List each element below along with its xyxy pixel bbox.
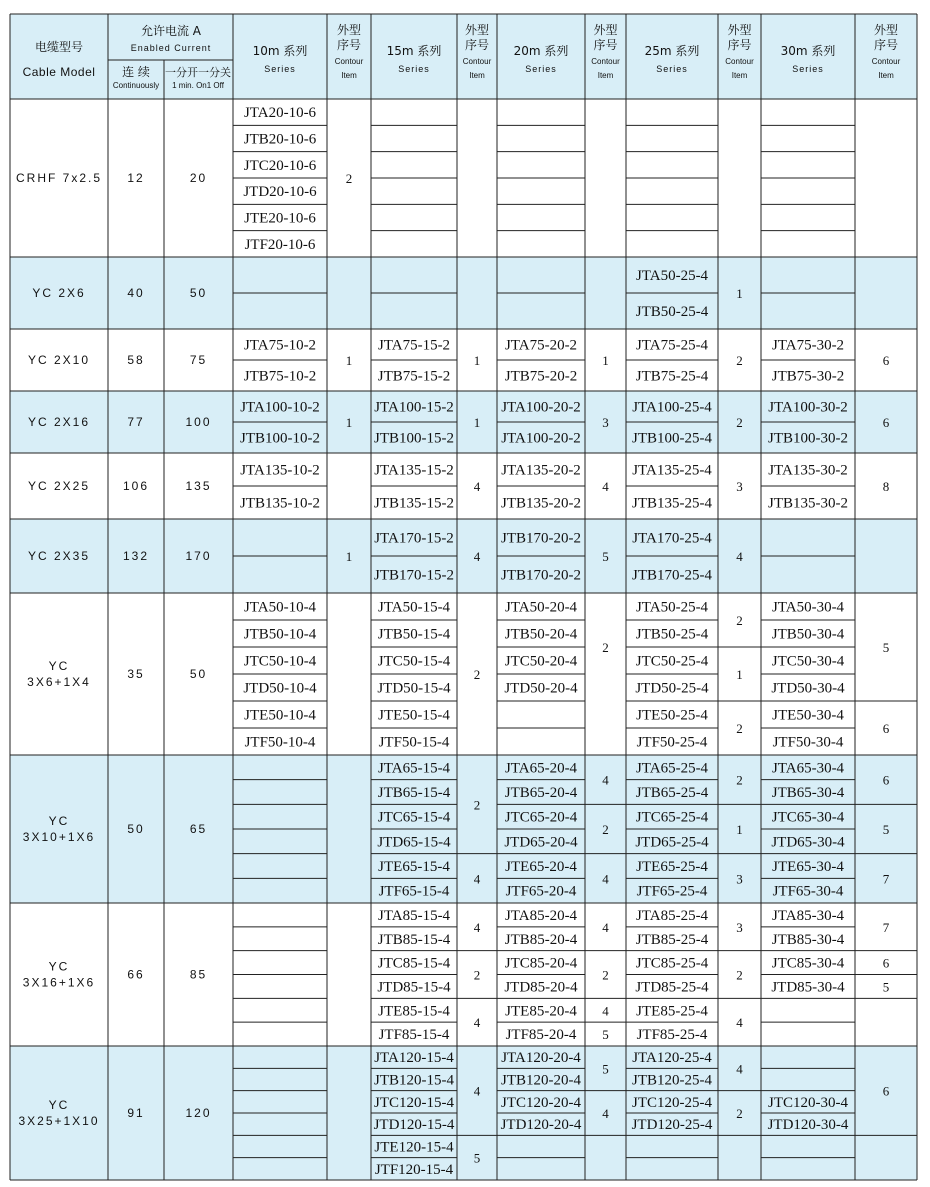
- part-number-cell: JTF50-15-4: [378, 734, 450, 751]
- part-number-cell: JTB170-15-2: [374, 567, 454, 584]
- part-number-cell: JTD120-30-4: [767, 1117, 849, 1134]
- part-number-cell: JTA65-30-4: [771, 760, 845, 777]
- item-title-en2-3: Item: [731, 71, 748, 80]
- part-number-cell: JTD65-25-4: [635, 834, 709, 851]
- part-number-cell: JTD85-20-4: [504, 979, 578, 996]
- part-number-cell: JTB135-15-2: [374, 495, 454, 512]
- part-number-cell: JTE50-10-4: [244, 707, 316, 724]
- part-number-cell: JTE85-25-4: [636, 1003, 708, 1020]
- part-number-cell: JTD65-20-4: [504, 834, 578, 851]
- item-title-en2-4: Item: [878, 71, 894, 80]
- header-continuous-cn: 连 续: [122, 65, 150, 79]
- series-title-en-0: Series: [264, 64, 296, 74]
- header-onoff-cn: 一分开一分关: [165, 66, 231, 79]
- contour-item-cell: 2: [736, 353, 743, 368]
- contour-item-cell: 5: [882, 822, 890, 837]
- contour-item-cell: 4: [602, 479, 609, 494]
- contour-item-cell: 6: [882, 1083, 890, 1099]
- part-number-cell: JTB170-20-2: [501, 567, 581, 584]
- item-title-cn2-0: 序号: [336, 38, 362, 52]
- contour-item-cell: 5: [882, 979, 890, 995]
- cable-model: YC 2X35: [27, 549, 91, 563]
- part-number-cell: JTD50-20-4: [504, 680, 578, 697]
- header-model-cn: 电缆型号: [34, 40, 84, 54]
- part-number-cell: JTA170-25-4: [632, 530, 712, 547]
- part-number-cell: JTA135-20-2: [501, 462, 581, 479]
- contour-item-cell: 4: [602, 871, 609, 887]
- contour-item-cell: 5: [473, 1150, 481, 1166]
- contour-item-cell: 7: [882, 871, 890, 887]
- part-number-cell: JTB100-25-4: [632, 430, 712, 447]
- contour-item-cell: 1: [345, 415, 353, 430]
- part-number-cell: JTA50-15-4: [377, 599, 451, 616]
- table-row: [28, 338, 890, 385]
- part-number-cell: JTA75-25-4: [635, 337, 709, 354]
- contour-item-cell: 2: [473, 967, 481, 983]
- part-number-cell: JTB100-15-2: [374, 430, 454, 447]
- part-number-cell: JTB50-30-4: [771, 626, 845, 643]
- cable-model: YC 2X10: [27, 353, 91, 367]
- part-number-cell: JTC50-10-4: [243, 653, 317, 670]
- intermittent-current: 120: [185, 1106, 212, 1120]
- item-title-cn2-1: 序号: [464, 38, 490, 52]
- header-current-en: Enabled Current: [130, 43, 212, 53]
- part-number-cell: JTB65-30-4: [771, 785, 845, 801]
- continuous-current: 35: [127, 667, 145, 681]
- contour-item-cell: 1: [345, 353, 353, 368]
- contour-item-cell: 2: [602, 822, 609, 837]
- table-row: [23, 908, 890, 1043]
- contour-item-cell: 2: [736, 967, 743, 983]
- item-title-en1-0: Contour: [334, 57, 364, 66]
- part-number-cell: JTE50-30-4: [772, 707, 844, 724]
- part-number-cell: JTA50-30-4: [771, 599, 845, 616]
- part-number-cell: JTA50-25-4: [635, 599, 709, 616]
- contour-item-cell: 2: [473, 667, 481, 682]
- part-number-cell: JTE50-15-4: [378, 707, 450, 724]
- part-number-cell: JTA50-10-4: [243, 599, 317, 616]
- series-title-3: 25m 系列: [644, 44, 700, 58]
- part-number-cell: JTF65-30-4: [772, 883, 844, 900]
- part-number-cell: JTB135-25-4: [632, 495, 712, 512]
- part-number-cell: JTB170-25-4: [632, 567, 712, 584]
- part-number-cell: JTB65-20-4: [504, 785, 578, 801]
- part-number-cell: JTB85-15-4: [377, 931, 451, 948]
- item-title-cn1-2: 外型: [593, 23, 618, 37]
- part-number-cell: JTC85-20-4: [504, 955, 578, 972]
- part-number-cell: JTF50-25-4: [636, 734, 708, 751]
- contour-item-cell: 2: [602, 640, 609, 655]
- part-number-cell: JTA100-20-2: [501, 399, 581, 416]
- contour-item-cell: 4: [473, 549, 481, 564]
- part-number-cell: JTB120-20-4: [501, 1072, 581, 1089]
- part-number-cell: JTB85-30-4: [771, 931, 845, 948]
- part-number-cell: JTB50-15-4: [377, 626, 451, 643]
- contour-item-cell: 3: [602, 415, 609, 430]
- continuous-current: 40: [127, 286, 145, 300]
- part-number-cell: JTA120-15-4: [374, 1050, 454, 1067]
- contour-item-cell: 7: [882, 919, 890, 935]
- part-number-cell: JTE65-15-4: [378, 859, 450, 875]
- cable-model: YC 2X6: [32, 286, 86, 300]
- contour-item-cell: 4: [602, 919, 609, 935]
- part-number-cell: JTA20-10-6: [243, 105, 317, 122]
- part-number-cell: JTA135-10-2: [240, 462, 320, 479]
- part-number-cell: JTC50-20-4: [504, 653, 578, 670]
- item-title-en2-0: Item: [341, 71, 357, 80]
- part-number-cell: JTB170-20-2: [501, 530, 581, 547]
- table-header: [10, 14, 917, 99]
- series-title-en-3: Series: [656, 64, 688, 74]
- part-number-cell: JTC20-10-6: [243, 157, 317, 174]
- contour-item-cell: 4: [602, 1106, 609, 1121]
- header-model-en: Cable Model: [22, 65, 96, 79]
- part-number-cell: JTF20-10-6: [244, 236, 316, 253]
- part-number-cell: JTB50-25-4: [635, 626, 709, 643]
- item-title-cn1-1: 外型: [464, 23, 490, 37]
- header-current-cn: 允许电流 A: [140, 24, 202, 38]
- part-number-cell: JTA85-25-4: [635, 907, 709, 924]
- part-number-cell: JTC120-15-4: [374, 1094, 454, 1111]
- part-number-cell: JTB120-15-4: [374, 1072, 454, 1089]
- part-number-cell: JTD50-30-4: [771, 680, 845, 697]
- intermittent-current: 85: [189, 967, 208, 982]
- part-number-cell: JTA100-30-2: [768, 399, 848, 416]
- part-number-cell: JTB135-20-2: [501, 495, 581, 512]
- part-number-cell: JTB75-15-2: [377, 368, 451, 385]
- item-title-cn1-4: 外型: [873, 23, 899, 37]
- contour-item-cell: 6: [882, 721, 890, 736]
- part-number-cell: JTD85-30-4: [771, 979, 845, 996]
- cable-model: YC 2X16: [27, 415, 91, 429]
- part-number-cell: JTA120-25-4: [632, 1050, 712, 1067]
- contour-item-cell: 4: [736, 1015, 743, 1031]
- cable-model: CRHF 7x2.5: [15, 171, 103, 185]
- continuous-current: 106: [122, 479, 150, 493]
- contour-item-cell: 6: [882, 955, 890, 971]
- item-title-cn2-2: 序号: [593, 38, 618, 52]
- header-onoff-en: 1 min. On1 Off: [172, 81, 224, 90]
- contour-item-cell: 6: [882, 415, 890, 430]
- contour-item-cell: 1: [736, 822, 743, 837]
- part-number-cell: JTC50-25-4: [635, 653, 709, 670]
- part-number-cell: JTC120-25-4: [632, 1094, 712, 1111]
- contour-item-cell: 2: [736, 415, 743, 430]
- part-number-cell: JTF85-15-4: [378, 1027, 450, 1044]
- cable-model: YC: [48, 959, 70, 974]
- part-number-cell: JTE65-20-4: [505, 859, 577, 875]
- contour-item-cell: 6: [882, 772, 890, 788]
- part-number-cell: JTC120-20-4: [501, 1094, 581, 1111]
- continuous-current: 12: [127, 171, 145, 185]
- part-number-cell: JTB120-25-4: [632, 1072, 712, 1089]
- continuous-current: 50: [127, 822, 145, 836]
- part-number-cell: JTC85-25-4: [635, 955, 709, 972]
- series-title-2: 20m 系列: [513, 44, 569, 58]
- series-title-1: 15m 系列: [386, 44, 442, 58]
- part-number-cell: JTD65-15-4: [377, 834, 451, 851]
- intermittent-current: 135: [185, 479, 212, 493]
- part-number-cell: JTA120-20-4: [501, 1050, 581, 1067]
- continuous-current: 66: [127, 967, 145, 982]
- contour-item-cell: 4: [473, 919, 481, 935]
- part-number-cell: JTD50-10-4: [243, 680, 317, 697]
- part-number-cell: JTE50-25-4: [636, 707, 708, 724]
- part-number-cell: JTA75-20-2: [504, 337, 578, 354]
- contour-item-cell: 4: [473, 1015, 481, 1031]
- part-number-cell: JTC50-15-4: [377, 653, 451, 670]
- part-number-cell: JTA75-30-2: [771, 337, 845, 354]
- item-title-en2-1: Item: [469, 71, 485, 80]
- contour-item-cell: 1: [602, 353, 609, 368]
- item-title-cn2-3: 序号: [727, 38, 752, 52]
- contour-item-cell: 3: [736, 871, 743, 887]
- table-row: [27, 600, 890, 751]
- part-number-cell: JTF65-15-4: [378, 883, 450, 900]
- part-number-cell: JTC85-30-4: [771, 955, 845, 972]
- part-number-cell: JTE120-15-4: [374, 1139, 454, 1156]
- contour-item-cell: 3: [736, 919, 743, 935]
- part-number-cell: JTD85-15-4: [377, 979, 451, 996]
- contour-item-cell: 8: [882, 479, 890, 494]
- part-number-cell: JTA85-15-4: [377, 907, 451, 924]
- cable-model-spec: 3X16+1X6: [22, 975, 96, 990]
- item-title-cn1-0: 外型: [336, 23, 362, 37]
- part-number-cell: JTB50-10-4: [243, 626, 317, 643]
- series-title-en-4: Series: [792, 64, 824, 74]
- part-number-cell: JTB85-20-4: [504, 931, 578, 948]
- contour-item-cell: 2: [473, 797, 481, 813]
- item-title-cn1-3: 外型: [727, 23, 752, 37]
- intermittent-current: 75: [189, 353, 208, 367]
- part-number-cell: JTA135-30-2: [768, 462, 848, 479]
- part-number-cell: JTB50-20-4: [504, 626, 578, 643]
- contour-item-cell: 2: [602, 967, 609, 983]
- series-title-4: 30m 系列: [780, 44, 836, 58]
- table-grid: [10, 14, 917, 1180]
- contour-item-cell: 4: [602, 1003, 609, 1019]
- intermittent-current: 100: [185, 415, 212, 429]
- continuous-current: 91: [127, 1106, 145, 1120]
- part-number-cell: JTB50-25-4: [635, 304, 709, 320]
- part-number-cell: JTA135-25-4: [632, 462, 712, 479]
- part-number-cell: JTC65-25-4: [635, 809, 709, 826]
- series-title-0: 10m 系列: [252, 44, 308, 58]
- contour-item-cell: 3: [736, 479, 743, 494]
- contour-item-cell: 1: [473, 353, 481, 368]
- part-number-cell: JTA65-15-4: [377, 760, 451, 777]
- part-number-cell: JTA75-15-2: [377, 337, 451, 354]
- part-number-cell: JTA100-10-2: [240, 399, 320, 416]
- part-number-cell: JTF50-10-4: [244, 734, 316, 751]
- part-number-cell: JTB75-10-2: [243, 368, 317, 385]
- continuous-current: 58: [127, 353, 145, 367]
- part-number-cell: JTC65-30-4: [771, 809, 845, 826]
- intermittent-current: 50: [189, 286, 208, 300]
- contour-item-cell: 1: [736, 286, 743, 301]
- part-number-cell: JTB135-30-2: [768, 495, 848, 512]
- part-number-cell: JTC65-15-4: [377, 809, 451, 826]
- part-number-cell: JTA135-15-2: [374, 462, 454, 479]
- part-number-cell: JTB75-30-2: [771, 368, 845, 385]
- part-number-cell: JTF50-30-4: [772, 734, 844, 751]
- part-number-cell: JTE85-15-4: [378, 1003, 450, 1020]
- part-number-cell: JTB65-25-4: [635, 785, 709, 801]
- part-number-cell: JTD120-20-4: [500, 1117, 582, 1134]
- cable-model-spec: 3X10+1X6: [22, 830, 96, 844]
- contour-item-cell: 5: [602, 1027, 609, 1043]
- contour-item-cell: 5: [602, 549, 609, 564]
- header-continuous-en: Continuously: [112, 81, 160, 90]
- part-number-cell: JTA100-25-4: [632, 399, 712, 416]
- part-number-cell: JTD50-25-4: [635, 680, 709, 697]
- cable-model-spec: 3X6+1X4: [27, 675, 91, 689]
- part-number-cell: JTD50-15-4: [377, 680, 451, 697]
- part-number-cell: JTE85-20-4: [505, 1003, 577, 1020]
- contour-item-cell: 2: [736, 1106, 743, 1121]
- cable-model: YC: [48, 659, 70, 673]
- contour-item-cell: 1: [345, 549, 353, 564]
- part-number-cell: JTA65-25-4: [635, 760, 709, 777]
- part-number-cell: JTF65-20-4: [505, 883, 577, 900]
- item-title-cn2-4: 序号: [873, 38, 899, 52]
- part-number-cell: JTD120-15-4: [373, 1117, 455, 1134]
- contour-item-cell: 4: [473, 871, 481, 887]
- contour-item-cell: 4: [473, 1083, 481, 1099]
- part-number-cell: JTA65-20-4: [504, 760, 578, 777]
- part-number-cell: JTE20-10-6: [244, 210, 316, 227]
- contour-item-cell: 2: [736, 613, 743, 628]
- intermittent-current: 50: [189, 667, 208, 681]
- item-title-en2-2: Item: [597, 71, 614, 80]
- part-number-cell: JTB75-20-2: [504, 368, 578, 385]
- part-number-cell: JTE65-30-4: [772, 859, 844, 875]
- contour-item-cell: 1: [473, 415, 481, 430]
- intermittent-current: 170: [185, 549, 212, 563]
- part-number-cell: JTE65-25-4: [636, 859, 708, 875]
- cable-model: YC: [48, 814, 70, 828]
- part-number-cell: JTB100-10-2: [240, 430, 320, 447]
- item-title-en1-4: Contour: [871, 57, 901, 66]
- part-number-cell: JTC65-20-4: [504, 809, 578, 826]
- part-number-cell: JTB85-25-4: [635, 931, 709, 948]
- part-number-cell: JTF85-20-4: [505, 1027, 577, 1044]
- part-number-cell: JTF85-25-4: [636, 1027, 708, 1044]
- contour-item-cell: 2: [736, 772, 743, 788]
- contour-item-cell: 2: [345, 171, 353, 186]
- series-title-en-2: Series: [525, 64, 557, 74]
- part-number-cell: JTB135-10-2: [240, 495, 320, 512]
- table-row: [28, 463, 889, 512]
- part-number-cell: JTD120-25-4: [631, 1117, 713, 1134]
- part-number-cell: JTA50-20-4: [504, 599, 578, 616]
- part-number-cell: JTB20-10-6: [243, 131, 317, 148]
- part-number-cell: JTC85-15-4: [377, 955, 451, 972]
- contour-item-cell: 4: [473, 479, 481, 494]
- part-number-cell: JTF65-25-4: [636, 883, 708, 900]
- part-number-cell: JTC120-30-4: [768, 1094, 848, 1111]
- contour-item-cell: 1: [736, 667, 743, 682]
- part-number-cell: JTC50-30-4: [771, 653, 845, 670]
- cable-model: YC: [48, 1098, 70, 1112]
- item-title-en1-3: Contour: [725, 57, 754, 66]
- part-number-cell: JTD85-25-4: [635, 979, 709, 996]
- part-number-cell: JTA100-15-2: [374, 399, 454, 416]
- item-title-en1-1: Contour: [462, 57, 492, 66]
- series-title-en-1: Series: [398, 64, 430, 74]
- continuous-current: 77: [127, 415, 145, 429]
- contour-item-cell: 6: [882, 353, 890, 368]
- part-number-cell: JTB65-15-4: [377, 785, 451, 801]
- part-number-cell: JTA85-20-4: [504, 907, 578, 924]
- part-number-cell: JTB75-25-4: [635, 368, 709, 385]
- item-title-en1-2: Contour: [591, 57, 620, 66]
- contour-item-cell: 2: [736, 721, 743, 736]
- contour-item-cell: 4: [736, 1061, 743, 1077]
- part-number-cell: JTF120-15-4: [374, 1161, 454, 1178]
- contour-item-cell: 4: [736, 549, 743, 564]
- contour-item-cell: 4: [602, 772, 609, 788]
- part-number-cell: JTA170-15-2: [374, 530, 454, 547]
- contour-item-cell: 5: [882, 640, 890, 655]
- continuous-current: 132: [122, 549, 150, 563]
- part-number-cell: JTA100-20-2: [501, 430, 581, 447]
- part-number-cell: JTD20-10-6: [243, 184, 317, 201]
- intermittent-current: 20: [189, 171, 208, 185]
- cable-model-spec: 3X25+1X10: [18, 1114, 100, 1128]
- contour-item-cell: 5: [602, 1061, 609, 1077]
- part-number-cell: JTD65-30-4: [771, 834, 845, 851]
- part-number-cell: JTB100-30-2: [768, 430, 848, 447]
- part-number-cell: JTA75-10-2: [243, 337, 317, 354]
- part-number-cell: JTA85-30-4: [771, 907, 845, 924]
- intermittent-current: 65: [189, 822, 208, 836]
- cable-model: YC 2X25: [27, 479, 91, 493]
- part-number-cell: JTA50-25-4: [635, 268, 709, 284]
